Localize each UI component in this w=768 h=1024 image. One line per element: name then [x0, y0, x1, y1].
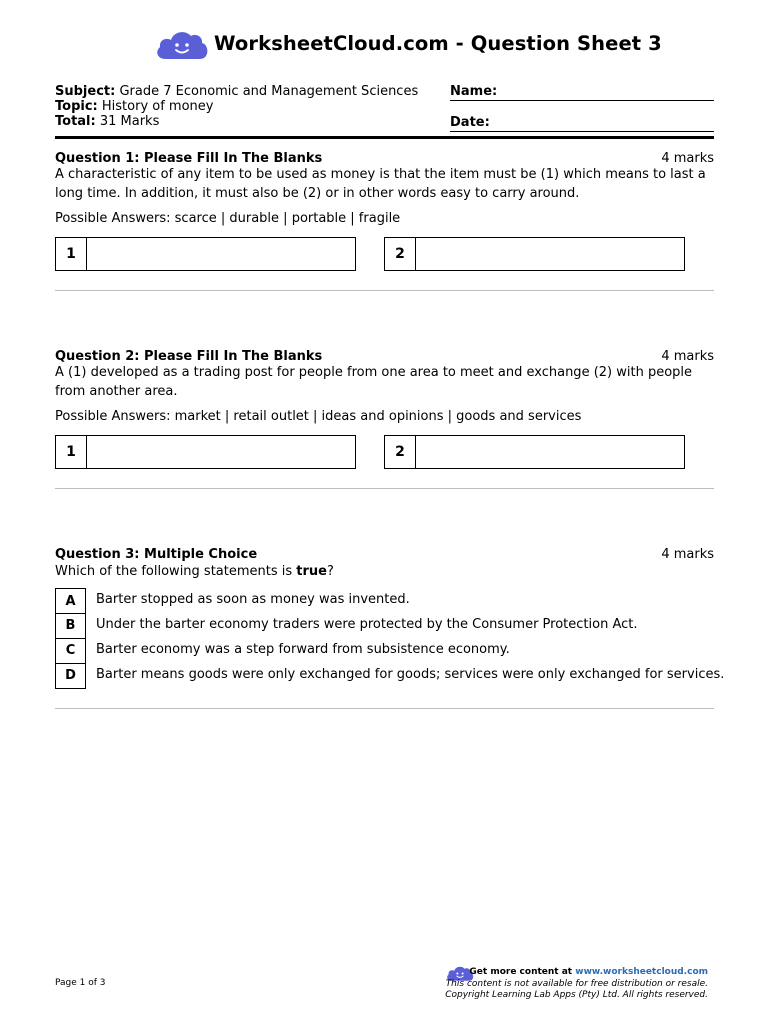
page-number: Page 1 of 3 [55, 978, 106, 988]
name-field[interactable] [450, 84, 714, 101]
question-1-blank-1[interactable] [55, 237, 356, 271]
option-letter[interactable]: C [55, 638, 86, 664]
page-footer [446, 964, 708, 1004]
question-3-options [55, 588, 725, 688]
question-divider [55, 488, 714, 489]
question-2-possible-answers: Possible Answers: market | retail outlet | ideas and opinions | goods and services [55, 409, 582, 424]
blank-answer-area[interactable] [87, 238, 355, 270]
option-c[interactable] [55, 638, 715, 663]
date-field[interactable] [450, 115, 714, 132]
question-1-blank-2[interactable] [384, 237, 685, 271]
page-title: WorksheetCloud.com - Question Sheet 3 [214, 32, 662, 55]
blank-number: 1 [56, 238, 87, 270]
question-divider [55, 290, 714, 291]
question-3-text-after: ? [326, 564, 334, 579]
option-letter[interactable]: D [55, 663, 86, 689]
topic-line [55, 99, 213, 114]
subject-line [55, 84, 418, 99]
blank-number: 2 [385, 436, 416, 468]
subject-value: Grade 7 Economic and Management Sciences [119, 84, 419, 99]
footer-website-link[interactable]: www.worksheetcloud.com [575, 967, 708, 977]
question-2-blank-2[interactable] [384, 435, 685, 469]
option-a[interactable] [55, 588, 715, 613]
date-label: Date: [450, 115, 490, 130]
question-3-text-bold: true [296, 564, 327, 579]
topic-label: Topic: [55, 99, 98, 114]
blank-answer-area[interactable] [416, 238, 684, 270]
footer-cta-text: Get more content at [469, 967, 576, 977]
question-1-title: Question 1: Please Fill In The Blanks [55, 151, 323, 166]
question-1-text: A characteristic of any item to be used as money is that the item must be (1) which means to last a long time. In addition, it must also be (2) or in other words easy to carry around. [55, 167, 706, 201]
question-2-blank-1[interactable] [55, 435, 356, 469]
header-divider [55, 136, 714, 139]
cloud-logo-icon [155, 29, 209, 61]
subject-label: Subject: [55, 84, 116, 99]
option-letter[interactable]: A [55, 588, 86, 614]
question-2-title: Question 2: Please Fill In The Blanks [55, 349, 323, 364]
option-text: Barter economy was a step forward from subsistence economy. [96, 642, 510, 657]
question-divider [55, 708, 714, 709]
option-text: Barter stopped as soon as money was invented. [96, 592, 410, 607]
name-label: Name: [450, 84, 498, 99]
question-1-marks: 4 marks [661, 151, 714, 166]
option-b[interactable] [55, 613, 715, 638]
option-text: Under the barter economy traders were protected by the Consumer Protection Act. [96, 617, 638, 632]
footer-notice: This content is not available for free distribution or resale. [445, 979, 708, 989]
topic-value: History of money [101, 99, 214, 114]
blank-answer-area[interactable] [87, 436, 355, 468]
footer-cta [469, 967, 708, 977]
option-d[interactable] [55, 663, 725, 688]
blank-number: 2 [385, 238, 416, 270]
question-3-marks: 4 marks [661, 547, 714, 562]
total-value: 31 Marks [99, 114, 160, 129]
question-3-text-before: Which of the following statements is [55, 564, 297, 579]
total-line [55, 114, 159, 129]
question-3-title: Question 3: Multiple Choice [55, 547, 258, 562]
blank-answer-area[interactable] [416, 436, 684, 468]
option-text: Barter means goods were only exchanged for goods; services were only exchanged for services. [96, 667, 725, 682]
page-header [0, 29, 768, 61]
question-3-text [55, 562, 710, 581]
question-2-text: A (1) developed as a trading post for people from one area to meet and exchange (2) with people from another area. [55, 365, 693, 399]
total-label: Total: [55, 114, 96, 129]
option-letter[interactable]: B [55, 613, 86, 639]
footer-copyright: Copyright Learning Lab Apps (Pty) Ltd. All rights reserved. [445, 990, 708, 1000]
question-1-possible-answers: Possible Answers: scarce | durable | portable | fragile [55, 211, 401, 226]
question-2-marks: 4 marks [661, 349, 714, 364]
blank-number: 1 [56, 436, 87, 468]
